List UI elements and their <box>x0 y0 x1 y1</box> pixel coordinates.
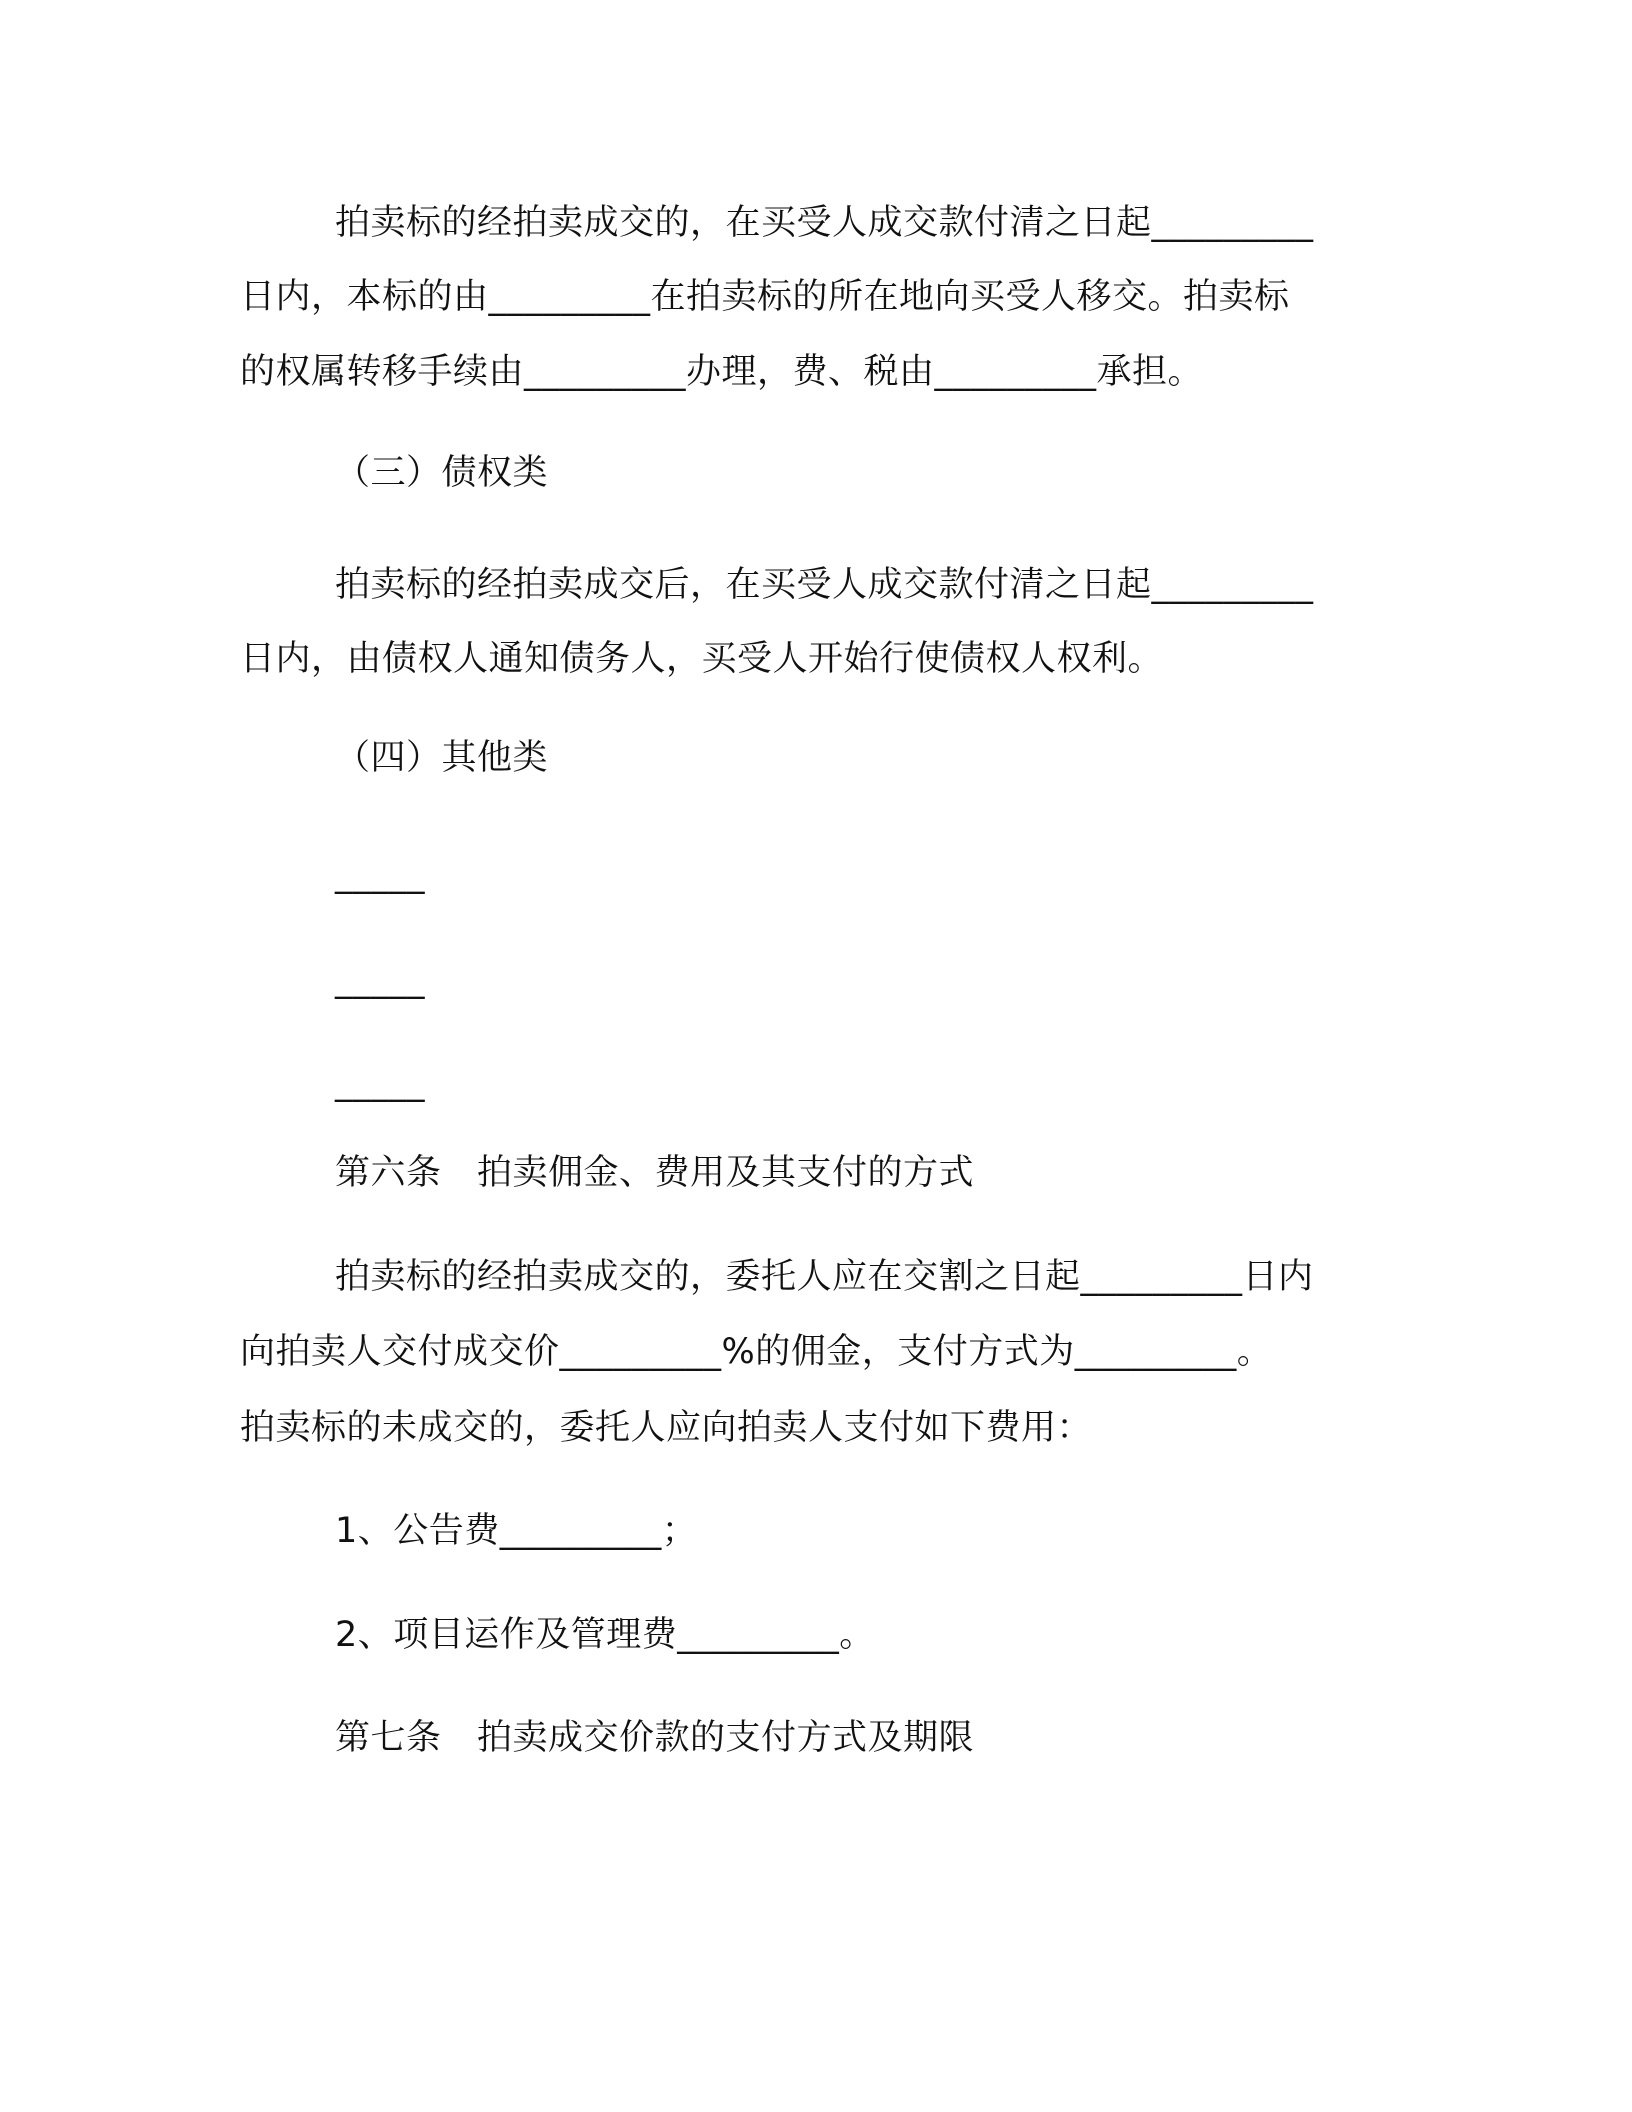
article-heading: 第七条 拍卖成交价款的支付方式及期限 <box>335 1718 975 1758</box>
paragraph-line: 的权属转移手续由_________办理，费、税由_________承担。 <box>240 352 1204 392</box>
paragraph-line: 日内，本标的由_________在拍卖标的所在地向买受人移交。拍卖标 <box>240 277 1290 317</box>
article-heading: 第六条 拍卖佣金、费用及其支付的方式 <box>335 1153 975 1193</box>
paragraph-line: 日内，由债权人通知债务人，买受人开始行使债权人权利。 <box>240 639 1164 679</box>
section-heading: （四）其他类 <box>335 738 549 778</box>
paragraph-line: 向拍卖人交付成交价_________%的佣金，支付方式为_________。 <box>240 1332 1273 1372</box>
section-heading: （三）债权类 <box>335 453 549 493</box>
blank-line: _____ <box>335 1063 425 1103</box>
list-item: 2、项目运作及管理费_________。 <box>335 1615 875 1655</box>
paragraph-line: 拍卖标的经拍卖成交的，在买受人成交款付清之日起_________ <box>335 203 1314 243</box>
blank-line: _____ <box>335 960 425 1000</box>
paragraph-line: 拍卖标的未成交的，委托人应向拍卖人支付如下费用： <box>240 1408 1093 1448</box>
blank-line: _____ <box>335 855 425 895</box>
paragraph-line: 拍卖标的经拍卖成交的，委托人应在交割之日起_________日内 <box>335 1257 1314 1297</box>
list-item: 1、公告费_________； <box>335 1511 698 1551</box>
paragraph-line: 拍卖标的经拍卖成交后，在买受人成交款付清之日起_________ <box>335 565 1314 605</box>
